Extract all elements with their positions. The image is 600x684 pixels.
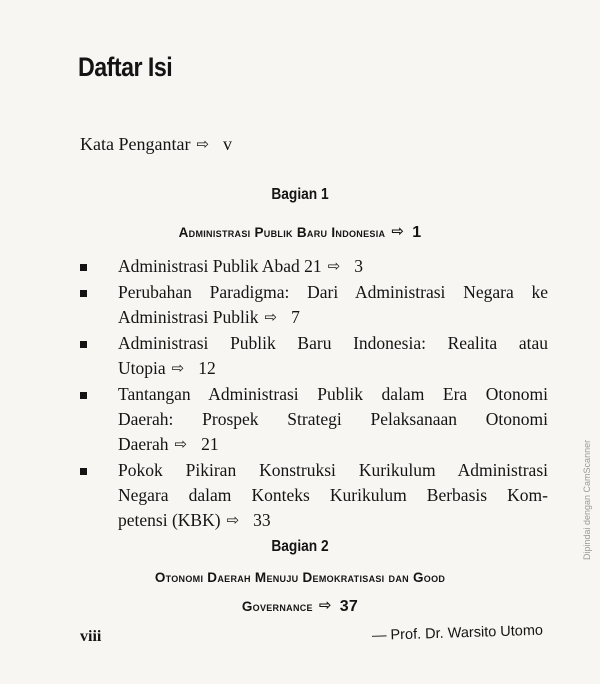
page-title: Daftar Isi bbox=[78, 52, 173, 82]
toc-list bbox=[78, 254, 548, 534]
toc-entry-line bbox=[118, 407, 548, 432]
toc-entry bbox=[78, 331, 548, 381]
section-title-text: Administrasi Publik Baru Indonesia bbox=[178, 225, 386, 240]
part-1-section-title bbox=[0, 222, 600, 242]
preface-label: Kata Pengantar bbox=[80, 134, 191, 154]
toc-entry-text: Administrasi Publik bbox=[118, 307, 259, 327]
toc-entry-line bbox=[118, 331, 548, 356]
scanner-watermark: Dipindai dengan CamScanner bbox=[582, 439, 592, 560]
toc-entry-text: Negara dalam Konteks Kurikulum Berbasis Kom- bbox=[118, 485, 548, 505]
toc-entry-text: Administrasi Publik Baru Indonesia: Realita atau bbox=[118, 333, 548, 353]
toc-entry-text: Tantangan Administrasi Publik dalam Era Otonomi bbox=[118, 384, 548, 404]
author-credit: — Prof. Dr. Warsito Utomo bbox=[371, 622, 544, 644]
toc-entry-line bbox=[118, 305, 548, 330]
page-number: viii bbox=[80, 628, 102, 645]
section-page: 1 bbox=[412, 224, 422, 241]
arrow-right-icon: ⇨ bbox=[327, 257, 341, 275]
toc-entry bbox=[78, 254, 548, 279]
section-title-text: Governance bbox=[241, 599, 313, 614]
toc-entry-line bbox=[118, 382, 548, 407]
arrow-right-icon: ⇨ bbox=[226, 511, 240, 529]
arrow-right-icon: ⇨ bbox=[174, 435, 188, 453]
arrow-right-icon: ⇨ bbox=[264, 308, 278, 326]
toc-entry-page: 21 bbox=[201, 434, 219, 454]
bullet-icon bbox=[80, 290, 87, 297]
toc-entry-text: Daerah bbox=[118, 434, 169, 454]
toc-entry-line bbox=[118, 483, 548, 508]
toc-entry-line bbox=[118, 458, 548, 483]
part-2-label: Bagian 2 bbox=[271, 538, 329, 555]
toc-entry bbox=[78, 458, 548, 533]
toc-entry-page: 12 bbox=[198, 358, 216, 378]
toc-entry-text: Administrasi Publik Abad 21 bbox=[118, 256, 322, 276]
arrow-right-icon: ⇨ bbox=[318, 596, 332, 614]
arrow-right-icon: ⇨ bbox=[391, 222, 405, 240]
toc-entry-line bbox=[118, 280, 548, 305]
toc-entry-line bbox=[118, 508, 548, 533]
toc-entry-text: petensi (KBK) bbox=[118, 510, 221, 530]
toc-entry-text: Utopia bbox=[118, 358, 166, 378]
part-2-section-title-line2 bbox=[0, 596, 600, 616]
arrow-right-icon: ⇨ bbox=[196, 135, 210, 153]
toc-entry bbox=[78, 382, 548, 457]
toc-entry-text: Pokok Pikiran Konstruksi Kurikulum Administrasi bbox=[118, 460, 548, 480]
bullet-icon bbox=[80, 341, 87, 348]
part-2-section-title-line1: Otonomi Daerah Menuju Demokratisasi dan Good bbox=[154, 570, 446, 585]
toc-entry-line bbox=[118, 432, 548, 457]
toc-entry-page: 7 bbox=[291, 307, 300, 327]
toc-entry-page: 3 bbox=[354, 256, 364, 276]
bullet-icon bbox=[80, 468, 87, 475]
toc-entry-text: Perubahan Paradigma: Dari Administrasi Negara ke bbox=[118, 282, 548, 302]
preface-page: v bbox=[223, 134, 233, 154]
toc-entry-line bbox=[118, 254, 548, 279]
toc-entry-line bbox=[118, 356, 548, 381]
section-page: 37 bbox=[339, 598, 359, 615]
arrow-right-icon: ⇨ bbox=[171, 359, 185, 377]
part-1-label: Bagian 1 bbox=[271, 186, 329, 203]
toc-entry-page: 33 bbox=[253, 510, 271, 530]
bullet-icon bbox=[80, 392, 87, 399]
toc-entry-preface bbox=[80, 134, 232, 155]
toc-entry bbox=[78, 280, 548, 330]
bullet-icon bbox=[80, 264, 87, 271]
toc-entry-text: Daerah: Prospek Strategi Pelaksanaan Otonomi bbox=[118, 409, 548, 429]
